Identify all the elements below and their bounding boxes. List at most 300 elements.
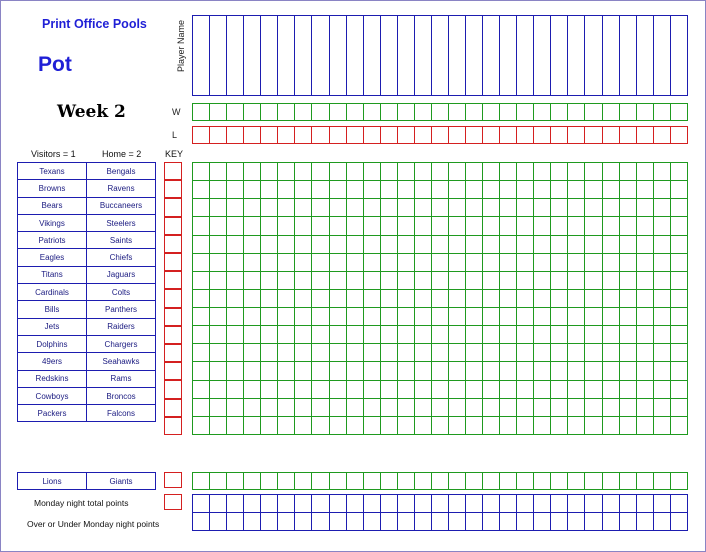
grid-cell[interactable] [602, 253, 619, 271]
grid-cell[interactable] [329, 199, 346, 217]
home-team-cell[interactable]: Falcons [87, 405, 156, 422]
grid-cell[interactable] [227, 199, 244, 217]
grid-cell[interactable] [636, 217, 653, 235]
grid-cell[interactable] [278, 104, 295, 121]
grid-cell[interactable] [653, 326, 670, 344]
grid-cell[interactable] [210, 217, 227, 235]
grid-cell[interactable] [551, 163, 568, 181]
grid-cell[interactable] [670, 416, 687, 434]
home-team-cell[interactable]: Rams [87, 370, 156, 387]
grid-cell[interactable] [483, 344, 500, 362]
grid-cell[interactable] [329, 217, 346, 235]
grid-cell[interactable] [278, 163, 295, 181]
grid-cell[interactable] [602, 495, 619, 513]
grid-cell[interactable] [466, 326, 483, 344]
grid-cell[interactable] [244, 473, 261, 490]
grid-cell[interactable] [397, 235, 414, 253]
monday-visitor-cell[interactable]: Lions [18, 473, 87, 490]
grid-cell[interactable] [380, 289, 397, 307]
grid-cell[interactable] [636, 473, 653, 490]
grid-cell[interactable] [414, 473, 431, 490]
grid-cell[interactable] [534, 104, 551, 121]
grid-cell[interactable] [414, 416, 431, 434]
grid-cell[interactable] [534, 163, 551, 181]
grid-cell[interactable] [414, 398, 431, 416]
grid-cell[interactable] [244, 16, 261, 96]
grid-cell[interactable] [414, 326, 431, 344]
grid-cell[interactable] [602, 199, 619, 217]
grid-cell[interactable] [568, 495, 585, 513]
grid-cell[interactable] [517, 181, 534, 199]
grid-cell[interactable] [466, 127, 483, 144]
grid-cell[interactable] [653, 495, 670, 513]
grid-cell[interactable] [414, 344, 431, 362]
grid-cell[interactable] [517, 199, 534, 217]
grid-cell[interactable] [619, 181, 636, 199]
grid-cell[interactable] [397, 16, 414, 96]
grid-cell[interactable] [244, 181, 261, 199]
grid-cell[interactable] [414, 199, 431, 217]
grid-cell[interactable] [244, 380, 261, 398]
grid-cell[interactable] [363, 289, 380, 307]
grid-cell[interactable] [568, 344, 585, 362]
grid-cell[interactable] [329, 362, 346, 380]
grid-cell[interactable] [653, 362, 670, 380]
grid-cell[interactable] [227, 380, 244, 398]
grid-cell[interactable] [585, 253, 602, 271]
key-box[interactable] [164, 235, 182, 253]
grid-cell[interactable] [500, 416, 517, 434]
grid-cell[interactable] [295, 163, 312, 181]
grid-cell[interactable] [517, 289, 534, 307]
grid-cell[interactable] [227, 16, 244, 96]
grid-cell[interactable] [278, 416, 295, 434]
grid-cell[interactable] [329, 235, 346, 253]
grid-cell[interactable] [312, 344, 329, 362]
grid-cell[interactable] [602, 308, 619, 326]
grid-cell[interactable] [636, 16, 653, 96]
grid-cell[interactable] [585, 181, 602, 199]
grid-cell[interactable] [295, 181, 312, 199]
grid-cell[interactable] [636, 380, 653, 398]
grid-cell[interactable] [466, 495, 483, 513]
grid-cell[interactable] [448, 199, 465, 217]
grid-cell[interactable] [448, 253, 465, 271]
grid-cell[interactable] [483, 326, 500, 344]
grid-cell[interactable] [466, 217, 483, 235]
grid-cell[interactable] [431, 163, 448, 181]
grid-cell[interactable] [653, 181, 670, 199]
grid-cell[interactable] [261, 289, 278, 307]
grid-cell[interactable] [210, 199, 227, 217]
grid-cell[interactable] [670, 16, 687, 96]
grid-cell[interactable] [312, 513, 329, 531]
grid-cell[interactable] [414, 362, 431, 380]
grid-cell[interactable] [363, 513, 380, 531]
grid-cell[interactable] [244, 362, 261, 380]
grid-cell[interactable] [483, 253, 500, 271]
grid-cell[interactable] [466, 473, 483, 490]
grid-cell[interactable] [346, 398, 363, 416]
grid-cell[interactable] [210, 127, 227, 144]
key-box[interactable] [164, 271, 182, 289]
visitor-team-cell[interactable]: Browns [18, 180, 87, 197]
grid-cell[interactable] [448, 289, 465, 307]
grid-cell[interactable] [602, 181, 619, 199]
grid-cell[interactable] [500, 473, 517, 490]
grid-cell[interactable] [448, 181, 465, 199]
grid-cell[interactable] [670, 181, 687, 199]
home-team-cell[interactable]: Bengals [87, 163, 156, 180]
grid-cell[interactable] [295, 235, 312, 253]
grid-cell[interactable] [346, 253, 363, 271]
grid-cell[interactable] [585, 362, 602, 380]
grid-cell[interactable] [312, 380, 329, 398]
grid-cell[interactable] [670, 344, 687, 362]
grid-cell[interactable] [534, 127, 551, 144]
grid-cell[interactable] [500, 289, 517, 307]
grid-cell[interactable] [619, 127, 636, 144]
grid-cell[interactable] [483, 289, 500, 307]
grid-cell[interactable] [244, 326, 261, 344]
grid-cell[interactable] [448, 127, 465, 144]
grid-cell[interactable] [670, 104, 687, 121]
grid-cell[interactable] [261, 235, 278, 253]
grid-cell[interactable] [517, 217, 534, 235]
grid-cell[interactable] [551, 199, 568, 217]
grid-cell[interactable] [346, 181, 363, 199]
grid-cell[interactable] [534, 289, 551, 307]
grid-cell[interactable] [227, 513, 244, 531]
grid-cell[interactable] [329, 473, 346, 490]
grid-cell[interactable] [619, 326, 636, 344]
grid-cell[interactable] [448, 380, 465, 398]
grid-cell[interactable] [329, 513, 346, 531]
grid-cell[interactable] [380, 104, 397, 121]
grid-cell[interactable] [602, 326, 619, 344]
grid-cell[interactable] [466, 513, 483, 531]
grid-cell[interactable] [585, 271, 602, 289]
grid-cell[interactable] [585, 513, 602, 531]
grid-cell[interactable] [210, 253, 227, 271]
grid-cell[interactable] [670, 253, 687, 271]
key-box[interactable] [164, 344, 182, 362]
grid-cell[interactable] [568, 416, 585, 434]
grid-cell[interactable] [414, 127, 431, 144]
home-team-cell[interactable]: Raiders [87, 318, 156, 335]
grid-cell[interactable] [397, 253, 414, 271]
key-box[interactable] [164, 380, 182, 398]
visitor-team-cell[interactable]: Cowboys [18, 387, 87, 404]
grid-cell[interactable] [448, 104, 465, 121]
grid-cell[interactable] [653, 289, 670, 307]
grid-cell[interactable] [278, 289, 295, 307]
grid-cell[interactable] [466, 308, 483, 326]
grid-cell[interactable] [448, 473, 465, 490]
grid-cell[interactable] [636, 495, 653, 513]
grid-cell[interactable] [193, 217, 210, 235]
grid-cell[interactable] [534, 16, 551, 96]
grid-cell[interactable] [380, 235, 397, 253]
key-box[interactable] [164, 399, 182, 417]
grid-cell[interactable] [244, 199, 261, 217]
grid-cell[interactable] [551, 127, 568, 144]
key-box[interactable] [164, 253, 182, 271]
grid-cell[interactable] [585, 344, 602, 362]
grid-cell[interactable] [448, 416, 465, 434]
grid-cell[interactable] [517, 253, 534, 271]
key-box[interactable] [164, 362, 182, 380]
grid-cell[interactable] [363, 217, 380, 235]
visitor-team-cell[interactable]: Dolphins [18, 335, 87, 352]
grid-cell[interactable] [312, 416, 329, 434]
grid-cell[interactable] [500, 362, 517, 380]
grid-cell[interactable] [244, 416, 261, 434]
grid-cell[interactable] [636, 362, 653, 380]
grid-cell[interactable] [431, 127, 448, 144]
grid-cell[interactable] [670, 473, 687, 490]
grid-cell[interactable] [346, 104, 363, 121]
grid-cell[interactable] [397, 199, 414, 217]
grid-cell[interactable] [380, 362, 397, 380]
grid-cell[interactable] [312, 235, 329, 253]
grid-cell[interactable] [653, 16, 670, 96]
grid-cell[interactable] [329, 308, 346, 326]
grid-cell[interactable] [397, 344, 414, 362]
grid-cell[interactable] [397, 473, 414, 490]
grid-cell[interactable] [244, 127, 261, 144]
grid-cell[interactable] [295, 289, 312, 307]
grid-cell[interactable] [517, 495, 534, 513]
grid-cell[interactable] [414, 235, 431, 253]
grid-cell[interactable] [414, 104, 431, 121]
grid-cell[interactable] [670, 380, 687, 398]
grid-cell[interactable] [551, 344, 568, 362]
grid-cell[interactable] [244, 344, 261, 362]
grid-cell[interactable] [636, 416, 653, 434]
grid-cell[interactable] [653, 473, 670, 490]
grid-cell[interactable] [295, 308, 312, 326]
grid-cell[interactable] [210, 495, 227, 513]
grid-cell[interactable] [466, 362, 483, 380]
grid-cell[interactable] [619, 416, 636, 434]
grid-cell[interactable] [551, 513, 568, 531]
grid-cell[interactable] [380, 513, 397, 531]
grid-cell[interactable] [380, 416, 397, 434]
grid-cell[interactable] [193, 253, 210, 271]
grid-cell[interactable] [227, 308, 244, 326]
grid-cell[interactable] [210, 362, 227, 380]
grid-cell[interactable] [500, 380, 517, 398]
grid-cell[interactable] [380, 163, 397, 181]
grid-cell[interactable] [448, 308, 465, 326]
grid-cell[interactable] [210, 16, 227, 96]
grid-cell[interactable] [653, 380, 670, 398]
grid-cell[interactable] [295, 104, 312, 121]
grid-cell[interactable] [329, 326, 346, 344]
grid-cell[interactable] [227, 104, 244, 121]
grid-cell[interactable] [670, 326, 687, 344]
grid-cell[interactable] [261, 416, 278, 434]
grid-cell[interactable] [329, 495, 346, 513]
grid-cell[interactable] [193, 308, 210, 326]
grid-cell[interactable] [568, 127, 585, 144]
grid-cell[interactable] [653, 271, 670, 289]
grid-cell[interactable] [551, 253, 568, 271]
visitor-team-cell[interactable]: Titans [18, 266, 87, 283]
grid-cell[interactable] [227, 163, 244, 181]
grid-cell[interactable] [363, 473, 380, 490]
grid-cell[interactable] [619, 380, 636, 398]
grid-cell[interactable] [653, 217, 670, 235]
home-team-cell[interactable]: Buccaneers [87, 197, 156, 214]
grid-cell[interactable] [466, 181, 483, 199]
grid-cell[interactable] [193, 344, 210, 362]
grid-cell[interactable] [517, 16, 534, 96]
grid-cell[interactable] [329, 127, 346, 144]
grid-cell[interactable] [500, 104, 517, 121]
grid-cell[interactable] [414, 308, 431, 326]
grid-cell[interactable] [483, 163, 500, 181]
grid-cell[interactable] [193, 362, 210, 380]
grid-cell[interactable] [483, 308, 500, 326]
grid-cell[interactable] [261, 217, 278, 235]
grid-cell[interactable] [312, 495, 329, 513]
key-box[interactable] [164, 326, 182, 344]
grid-cell[interactable] [431, 16, 448, 96]
grid-cell[interactable] [466, 344, 483, 362]
grid-cell[interactable] [312, 127, 329, 144]
grid-cell[interactable] [193, 181, 210, 199]
grid-cell[interactable] [329, 289, 346, 307]
grid-cell[interactable] [244, 308, 261, 326]
grid-cell[interactable] [466, 416, 483, 434]
grid-cell[interactable] [363, 127, 380, 144]
grid-cell[interactable] [602, 398, 619, 416]
grid-cell[interactable] [312, 398, 329, 416]
visitor-team-cell[interactable]: Redskins [18, 370, 87, 387]
grid-cell[interactable] [534, 362, 551, 380]
grid-cell[interactable] [483, 416, 500, 434]
grid-cell[interactable] [193, 127, 210, 144]
grid-cell[interactable] [602, 513, 619, 531]
grid-cell[interactable] [448, 163, 465, 181]
grid-cell[interactable] [261, 127, 278, 144]
grid-cell[interactable] [380, 398, 397, 416]
grid-cell[interactable] [517, 326, 534, 344]
grid-cell[interactable] [210, 326, 227, 344]
grid-cell[interactable] [210, 513, 227, 531]
grid-cell[interactable] [568, 199, 585, 217]
grid-cell[interactable] [244, 289, 261, 307]
tiebreaker-grid[interactable] [192, 494, 688, 531]
grid-cell[interactable] [295, 217, 312, 235]
grid-cell[interactable] [295, 495, 312, 513]
grid-cell[interactable] [585, 104, 602, 121]
key-box[interactable] [164, 162, 182, 180]
grid-cell[interactable] [312, 253, 329, 271]
grid-cell[interactable] [346, 199, 363, 217]
picks-grid[interactable] [192, 162, 688, 435]
grid-cell[interactable] [534, 513, 551, 531]
grid-cell[interactable] [517, 344, 534, 362]
grid-cell[interactable] [380, 473, 397, 490]
grid-cell[interactable] [329, 181, 346, 199]
grid-cell[interactable] [261, 104, 278, 121]
grid-cell[interactable] [278, 217, 295, 235]
monday-key-box[interactable] [164, 472, 182, 488]
grid-cell[interactable] [227, 235, 244, 253]
grid-cell[interactable] [431, 344, 448, 362]
grid-cell[interactable] [227, 473, 244, 490]
grid-cell[interactable] [551, 398, 568, 416]
grid-cell[interactable] [585, 163, 602, 181]
grid-cell[interactable] [397, 380, 414, 398]
grid-cell[interactable] [227, 495, 244, 513]
grid-cell[interactable] [244, 398, 261, 416]
grid-cell[interactable] [397, 163, 414, 181]
grid-cell[interactable] [653, 104, 670, 121]
grid-cell[interactable] [670, 289, 687, 307]
grid-cell[interactable] [329, 416, 346, 434]
grid-cell[interactable] [466, 235, 483, 253]
grid-cell[interactable] [670, 217, 687, 235]
grid-cell[interactable] [585, 326, 602, 344]
grid-cell[interactable] [380, 199, 397, 217]
grid-cell[interactable] [602, 163, 619, 181]
home-team-cell[interactable]: Chargers [87, 335, 156, 352]
grid-cell[interactable] [517, 398, 534, 416]
grid-cell[interactable] [602, 217, 619, 235]
grid-cell[interactable] [602, 289, 619, 307]
grid-cell[interactable] [585, 473, 602, 490]
grid-cell[interactable] [278, 308, 295, 326]
grid-cell[interactable] [619, 344, 636, 362]
grid-cell[interactable] [363, 398, 380, 416]
grid-cell[interactable] [483, 235, 500, 253]
grid-cell[interactable] [312, 217, 329, 235]
grid-cell[interactable] [483, 127, 500, 144]
grid-cell[interactable] [193, 271, 210, 289]
grid-cell[interactable] [568, 289, 585, 307]
grid-cell[interactable] [619, 271, 636, 289]
grid-cell[interactable] [466, 289, 483, 307]
grid-cell[interactable] [397, 362, 414, 380]
grid-cell[interactable] [312, 473, 329, 490]
grid-cell[interactable] [568, 380, 585, 398]
grid-cell[interactable] [431, 253, 448, 271]
grid-cell[interactable] [568, 513, 585, 531]
grid-cell[interactable] [193, 235, 210, 253]
grid-cell[interactable] [585, 217, 602, 235]
grid-cell[interactable] [363, 380, 380, 398]
grid-cell[interactable] [551, 308, 568, 326]
grid-cell[interactable] [380, 495, 397, 513]
grid-cell[interactable] [380, 217, 397, 235]
grid-cell[interactable] [568, 104, 585, 121]
grid-cell[interactable] [500, 217, 517, 235]
grid-cell[interactable] [210, 344, 227, 362]
grid-cell[interactable] [193, 199, 210, 217]
grid-cell[interactable] [363, 326, 380, 344]
grid-cell[interactable] [551, 416, 568, 434]
grid-cell[interactable] [602, 104, 619, 121]
visitor-team-cell[interactable]: Texans [18, 163, 87, 180]
grid-cell[interactable] [431, 398, 448, 416]
grid-cell[interactable] [210, 473, 227, 490]
grid-cell[interactable] [295, 380, 312, 398]
grid-cell[interactable] [568, 253, 585, 271]
